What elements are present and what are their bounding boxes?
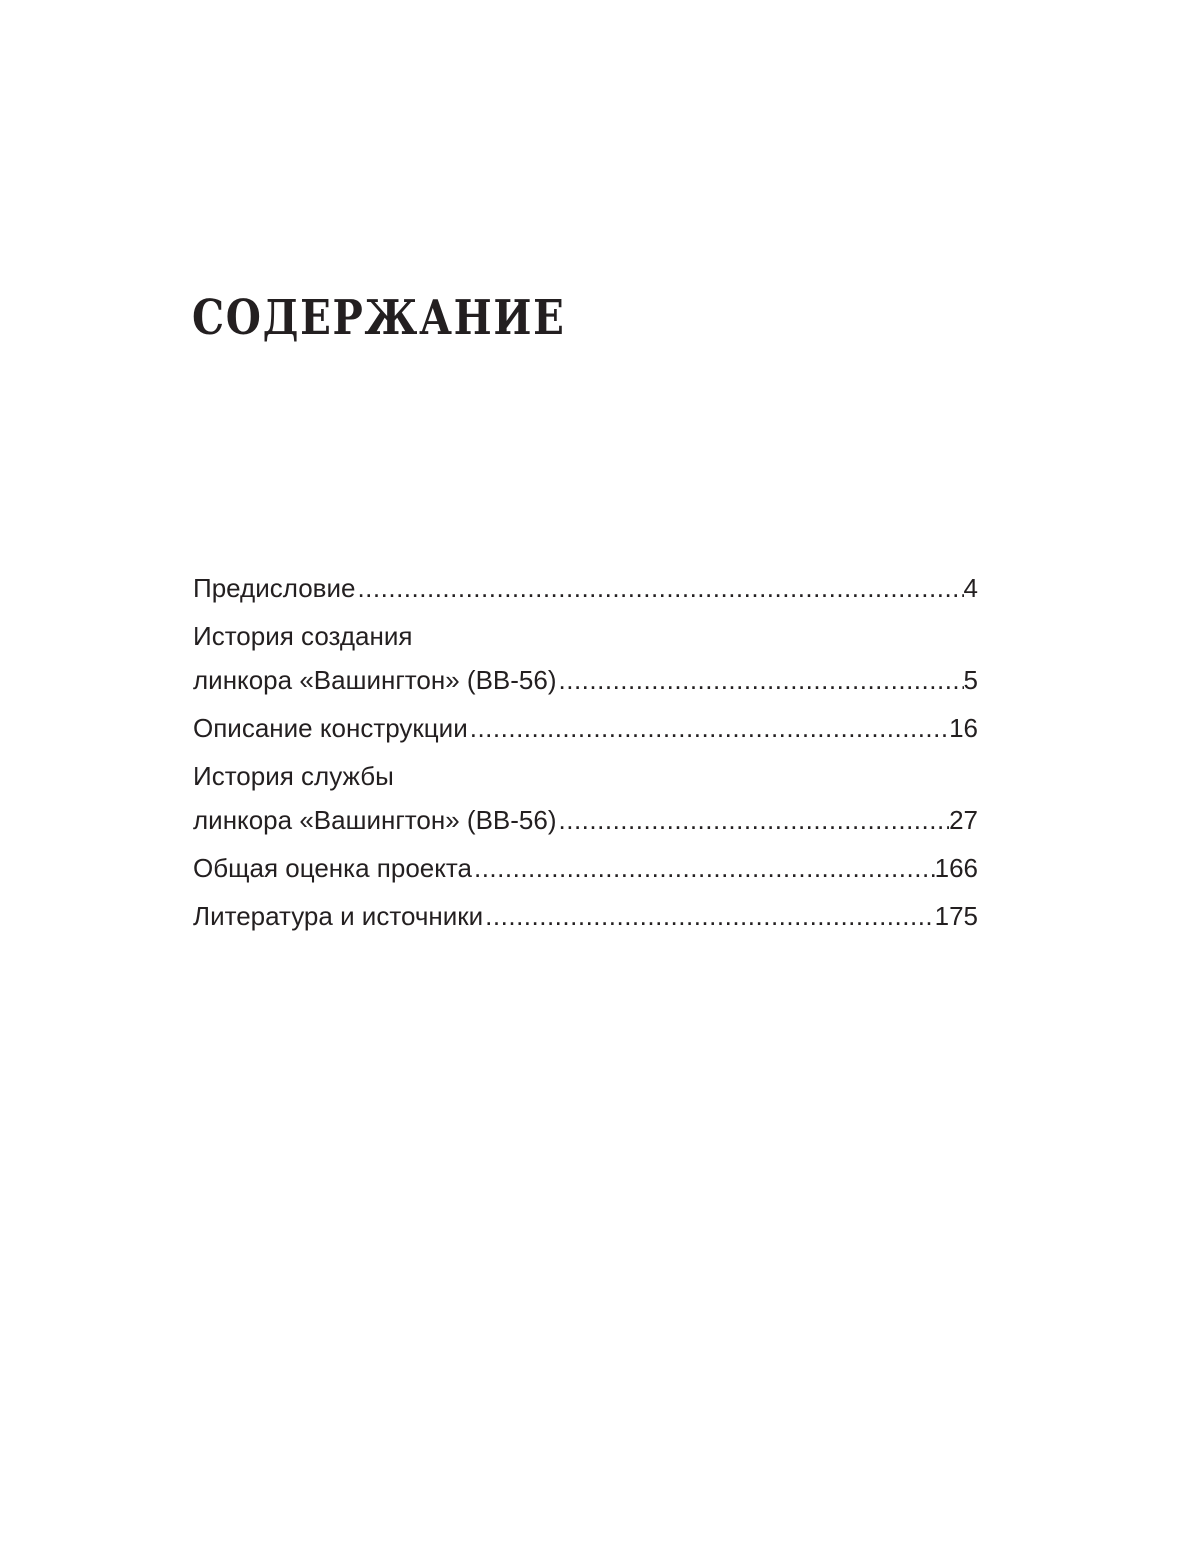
toc-entry-row bbox=[193, 704, 978, 752]
toc-page-number: 27 bbox=[949, 805, 978, 835]
toc-page-number: 175 bbox=[934, 901, 978, 931]
toc-entry-title: Литература и источники bbox=[193, 901, 484, 931]
toc-leader-dots bbox=[355, 564, 963, 612]
toc-entry-assessment[interactable] bbox=[193, 844, 978, 892]
toc-entry-title: Предисловие bbox=[193, 573, 356, 603]
toc-entry-title-line: линкора «Вашингтон» (ВВ-56) bbox=[193, 805, 557, 835]
toc-entry-preface[interactable] bbox=[193, 564, 978, 612]
toc-entry-row bbox=[193, 658, 978, 702]
toc-entry-service-history[interactable] bbox=[193, 752, 978, 844]
toc-entry-references[interactable] bbox=[193, 892, 978, 940]
toc-entry-design-history[interactable] bbox=[193, 612, 978, 704]
toc-entry-title: Описание конструкции bbox=[193, 713, 468, 743]
toc-leader-dots bbox=[557, 798, 950, 842]
toc-entry-title-line: История службы bbox=[193, 761, 394, 791]
toc-page-number: 16 bbox=[949, 713, 978, 743]
toc-page-number: 5 bbox=[963, 665, 978, 695]
toc-entry-row bbox=[193, 892, 978, 940]
toc-entry-title-line: линкора «Вашингтон» (ВВ-56) bbox=[193, 665, 557, 695]
toc-page-number: 4 bbox=[963, 573, 978, 603]
table-of-contents bbox=[193, 564, 978, 940]
toc-entry-title-line: История создания bbox=[193, 621, 413, 651]
toc-entry-row bbox=[193, 844, 978, 892]
toc-page-number: 166 bbox=[934, 853, 978, 883]
page-title: СОДЕРЖАНИЕ bbox=[192, 290, 566, 346]
toc-entry-row bbox=[193, 564, 978, 612]
toc-leader-dots bbox=[557, 658, 964, 702]
toc-entry-row bbox=[193, 798, 978, 842]
toc-entry-title: Общая оценка проекта bbox=[193, 853, 472, 883]
toc-leader-dots bbox=[468, 704, 949, 752]
toc-entry-construction[interactable] bbox=[193, 704, 978, 752]
toc-leader-dots bbox=[483, 892, 934, 940]
toc-leader-dots bbox=[472, 844, 935, 892]
